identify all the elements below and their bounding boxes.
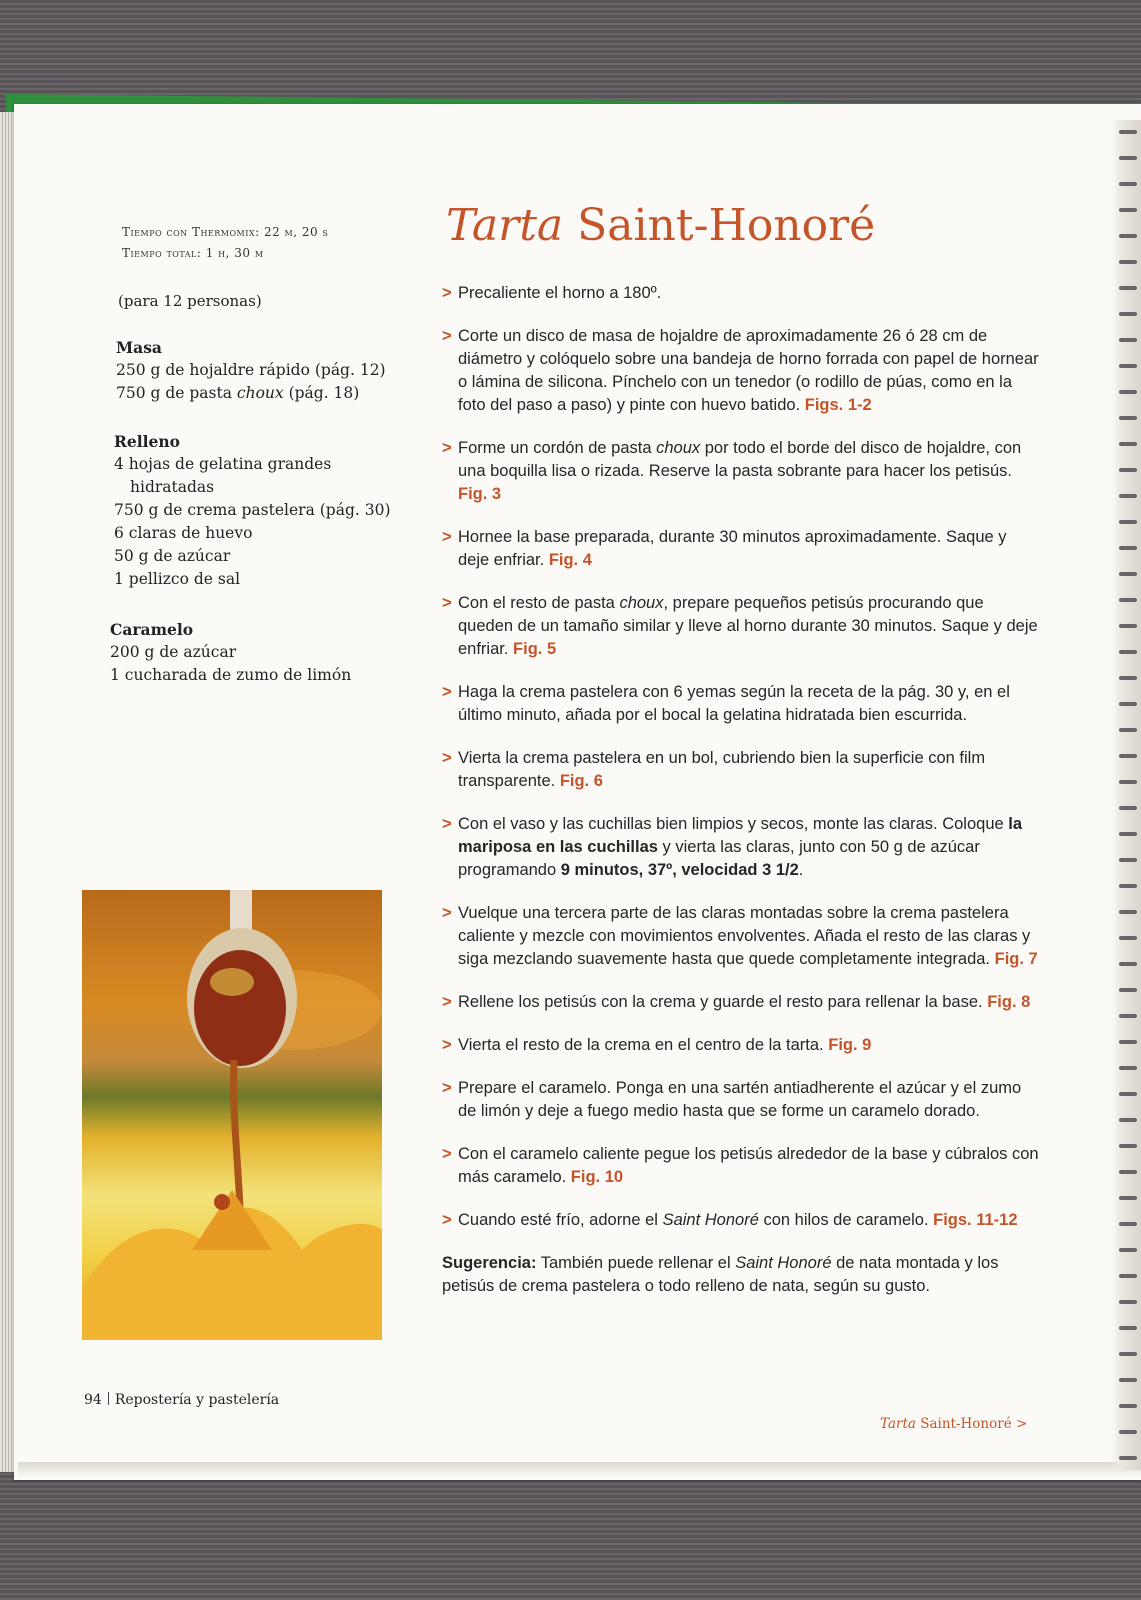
- step-text: Vuelque una tercera parte de las claras montadas sobre la crema pastelera caliente y mezcle con movimientos envolventes. Añada el resto de las claras y siga mezclando suavemente hasta que quede completamente integrada.: [458, 904, 1031, 968]
- binding-ring: [1119, 520, 1137, 524]
- step-text: También puede rellenar el: [536, 1254, 736, 1272]
- title-rest: Saint-Honoré: [563, 200, 876, 251]
- binding-ring: [1119, 754, 1137, 758]
- binding-ring: [1119, 1352, 1137, 1356]
- step-text: Con el resto de pasta: [458, 594, 620, 612]
- step-text: Vierta la crema pastelera en un bol, cubriendo bien la superficie con film transparente.: [458, 749, 986, 790]
- figure-reference: Fig. 4: [548, 551, 592, 569]
- binding-ring: [1119, 1404, 1137, 1408]
- ingredient-line: hidratadas: [130, 478, 215, 496]
- figure-reference: Figs. 1-2: [804, 396, 872, 414]
- footer-separator: [108, 1392, 109, 1405]
- binding-ring: [1119, 1274, 1137, 1278]
- footer-italic: Tarta: [880, 1416, 916, 1432]
- bold-text: 9 minutos, 37º, velocidad 3 1/2: [560, 861, 799, 879]
- footer-rest: Saint-Honoré >: [915, 1416, 1028, 1432]
- step-text: Forme un cordón de pasta: [458, 439, 657, 457]
- recipe-title: [446, 200, 875, 251]
- step-text: Con el caramelo caliente pegue los petisús alrededor de la base y cúbralos con más caramelo.: [458, 1145, 1039, 1186]
- step-text: con hilos de caramelo.: [758, 1211, 934, 1229]
- ingredient-line: 200 g de azúcar: [110, 643, 237, 661]
- binding-ring: [1119, 936, 1137, 940]
- step-text: Hornee la base preparada, durante 30 minutos aproximadamente. Saque y deje enfriar.: [458, 528, 1007, 569]
- suggestion: [442, 1252, 1042, 1298]
- recipe-step: [442, 991, 1042, 1014]
- page-fold-shadow: [18, 1462, 1141, 1478]
- binding-ring: [1119, 494, 1137, 498]
- binding-ring: [1119, 624, 1137, 628]
- caramel-in-spoon: [194, 950, 286, 1066]
- recipe-step: [442, 526, 1042, 572]
- recipe-step: [442, 437, 1042, 506]
- binding-ring: [1119, 1222, 1137, 1226]
- recipe-step: [442, 681, 1042, 727]
- step-marker: >: [442, 594, 452, 612]
- recipe-step: [442, 592, 1042, 661]
- step-marker: >: [442, 439, 452, 457]
- figure-reference: Fig. 7: [994, 950, 1038, 968]
- binding-ring: [1119, 156, 1137, 160]
- step-marker: >: [442, 284, 452, 302]
- ingredient-line: 750 g de crema pastelera (pág. 30): [114, 501, 391, 519]
- binding-ring: [1119, 1326, 1137, 1330]
- ingredient-line: 4 hojas de gelatina grandes: [114, 455, 332, 473]
- bold-text: la mariposa en las cuchillas: [458, 815, 1023, 856]
- group-title: Masa: [116, 338, 162, 357]
- binding-ring: [1119, 208, 1137, 212]
- ingredient-group-masa: [116, 336, 386, 405]
- step-text: Corte un disco de masa de hojaldre de aproximadamente 26 ó 28 cm de diámetro y colóquelo sobre una bandeja de horno forrada con papel de hornear o lámina de silicona. Pínchelo con un tenedor (o rodillo de púas, como en la foto del paso a paso) y pinte con huevo batido.: [458, 327, 1039, 414]
- binding-ring: [1119, 286, 1137, 290]
- binding-ring: [1119, 1040, 1137, 1044]
- binding-ring: [1119, 1092, 1137, 1096]
- recipe-step: [442, 1034, 1042, 1057]
- group-title: Caramelo: [110, 620, 194, 639]
- step-text: y vierta las claras, junto con 50 g de azúcar programando: [458, 838, 980, 879]
- binding-ring: [1119, 364, 1137, 368]
- step-marker: >: [442, 1145, 452, 1163]
- recipe-step: [442, 282, 1042, 305]
- recipe-step: [442, 1143, 1042, 1189]
- binding-ring: [1119, 1430, 1137, 1434]
- section-name: Repostería y pastelería: [114, 1392, 280, 1408]
- caramel-drip: [234, 1060, 240, 1210]
- step-text: Precaliente el horno a 180º.: [458, 284, 662, 302]
- step-text: Cuando esté frío, adorne el: [458, 1211, 663, 1229]
- binding-ring: [1119, 988, 1137, 992]
- ingredient-group-caramelo: [110, 618, 351, 687]
- binding-ring: [1119, 416, 1137, 420]
- binding-ring: [1119, 832, 1137, 836]
- figure-reference: Fig. 3: [458, 485, 502, 503]
- binding-ring: [1119, 1248, 1137, 1252]
- caramel-highlight: [210, 968, 254, 996]
- ingredient-line: [116, 382, 386, 405]
- ingredient-line: 1 cucharada de zumo de limón: [110, 666, 352, 684]
- step-marker: >: [442, 815, 452, 833]
- binding-ring: [1119, 234, 1137, 238]
- figure-reference: Fig. 8: [987, 993, 1031, 1011]
- binding-ring: [1119, 598, 1137, 602]
- recipe-step: [442, 325, 1042, 417]
- binding-ring: [1119, 884, 1137, 888]
- step-marker: >: [442, 528, 452, 546]
- italic-text: Saint Honoré: [662, 1211, 759, 1229]
- time-total: Tiempo total: 1 h, 30 m: [122, 246, 264, 260]
- binding-ring: [1119, 390, 1137, 394]
- binding-ring: [1119, 910, 1137, 914]
- italic-text: choux: [656, 439, 701, 457]
- figure-reference: Fig. 9: [828, 1036, 872, 1054]
- step-marker: >: [442, 1079, 452, 1097]
- binding-ring: [1119, 780, 1137, 784]
- step-text: .: [798, 861, 804, 879]
- binding-ring: [1119, 546, 1137, 550]
- step-text: por todo el borde del disco de hojaldre, con una boquilla lisa o rizada. Reserve la pasta sobrante para hacer los petisús.: [458, 439, 1022, 480]
- binding-ring: [1119, 1144, 1137, 1148]
- servings: (para 12 personas): [118, 292, 262, 310]
- steps-list: [442, 282, 1042, 1298]
- binding-ring: [1119, 442, 1137, 446]
- italic-text: Saint Honoré: [735, 1254, 832, 1272]
- binding-ring: [1119, 1378, 1137, 1382]
- step-marker: >: [442, 1036, 452, 1054]
- step-marker: >: [442, 327, 452, 345]
- step-marker: >: [442, 1211, 452, 1229]
- recipe-step: [442, 747, 1042, 793]
- italic-text: choux: [619, 594, 664, 612]
- binding-ring: [1119, 338, 1137, 342]
- binding-ring: [1119, 1456, 1137, 1460]
- step-text: Rellene los petisús con la crema y guarde el resto para rellenar la base.: [458, 993, 988, 1011]
- suggestion-label: Sugerencia:: [442, 1254, 537, 1272]
- ingredient-italic: choux: [236, 384, 284, 402]
- recipe-step: [442, 1077, 1042, 1123]
- binding-ring: [1119, 806, 1137, 810]
- binding-ring: [1119, 182, 1137, 186]
- step-text: Prepare el caramelo. Ponga en una sartén antiadherente el azúcar y el zumo de limón y deje a fuego medio hasta que se forme un caramelo dorado.: [458, 1079, 1022, 1120]
- time-thermomix: Tiempo con Thermomix: 22 m, 20 s: [122, 225, 329, 239]
- ingredient-line: 6 claras de huevo: [114, 524, 253, 542]
- ingredient-line: 50 g de azúcar: [114, 547, 231, 565]
- ingredient-group-relleno: [114, 430, 391, 591]
- figure-reference: Figs. 11-12: [933, 1211, 1018, 1229]
- recipe-step: [442, 902, 1042, 971]
- recipe-step: [442, 1209, 1042, 1232]
- binding-ring: [1119, 702, 1137, 706]
- caramel-drop: [214, 1194, 230, 1210]
- figure-reference: Fig. 5: [513, 640, 557, 658]
- binding-ring: [1119, 468, 1137, 472]
- caramel-spoon-photo: [82, 890, 382, 1340]
- binding-ring: [1119, 1118, 1137, 1122]
- ingredient-line: 1 pellizco de sal: [114, 570, 241, 588]
- page-number: 94: [84, 1392, 102, 1408]
- step-marker: >: [442, 683, 452, 701]
- binding-ring: [1119, 1066, 1137, 1070]
- binding-ring: [1119, 650, 1137, 654]
- figure-reference: Fig. 10: [570, 1168, 624, 1186]
- step-marker: >: [442, 993, 452, 1011]
- binding-ring: [1119, 1196, 1137, 1200]
- group-title: Relleno: [114, 432, 180, 451]
- photo-illustration: [82, 890, 382, 1340]
- binding-ring: [1119, 676, 1137, 680]
- time-info: [122, 222, 328, 264]
- step-marker: >: [442, 904, 452, 922]
- step-text: Con el vaso y las cuchillas bien limpios y secos, monte las claras. Coloque: [458, 815, 1009, 833]
- figure-reference: Fig. 6: [559, 772, 603, 790]
- step-text: Haga la crema pastelera con 6 yemas según la receta de la pág. 30 y, en el último minuto, añada por el bocal la gelatina hidratada bien escurrida.: [458, 683, 1010, 724]
- recipe-step: [442, 813, 1042, 882]
- binding-ring: [1119, 572, 1137, 576]
- step-text: Vierta el resto de la crema en el centro de la tarta.: [458, 1036, 829, 1054]
- binding-ring: [1119, 1170, 1137, 1174]
- ingredient-line: 250 g de hojaldre rápido (pág. 12): [116, 361, 386, 379]
- ingredient-text: (pág. 18): [283, 384, 360, 402]
- binding-ring: [1119, 962, 1137, 966]
- binding-ring: [1119, 1014, 1137, 1018]
- step-marker: >: [442, 749, 452, 767]
- ingredient-text: 750 g de pasta: [116, 384, 237, 402]
- step-text: , prepare pequeños petisús procurando que queden de un tamaño similar y lleve al horno durante 30 minutos. Saque y deje enfriar.: [458, 594, 1038, 658]
- spiral-binding: [1111, 120, 1141, 1470]
- binding-ring: [1119, 858, 1137, 862]
- footer-next-link: [880, 1416, 1027, 1432]
- step-text: de nata montada y los petisús de crema pastelera o todo relleno de nata, según su gusto.: [442, 1254, 999, 1295]
- binding-ring: [1119, 260, 1137, 264]
- title-italic: Tarta: [446, 200, 564, 251]
- binding-ring: [1119, 1300, 1137, 1304]
- binding-ring: [1119, 728, 1137, 732]
- binding-ring: [1119, 130, 1137, 134]
- binding-ring: [1119, 312, 1137, 316]
- footer-left: [84, 1392, 279, 1408]
